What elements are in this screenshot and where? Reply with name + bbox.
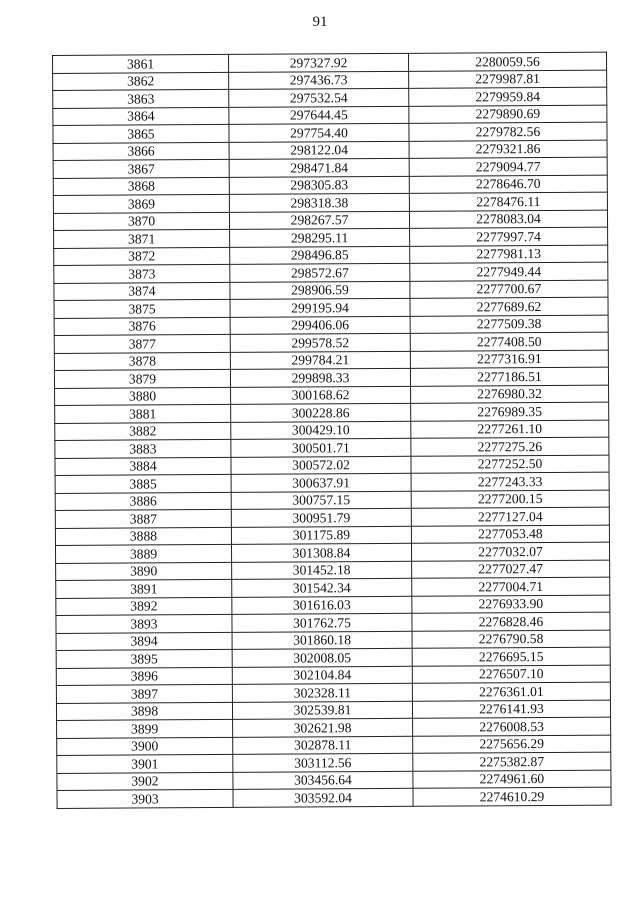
coordinates-table-body [53, 52, 612, 808]
x-coordinate-cell: 300501.71 [231, 438, 411, 457]
x-coordinate-cell: 297532.54 [229, 88, 409, 107]
x-coordinate-cell: 298122.04 [229, 141, 409, 160]
x-coordinate-cell: 297644.45 [229, 106, 409, 125]
x-coordinate-cell: 299784.21 [230, 351, 410, 370]
point-number-cell: 3889 [55, 544, 231, 563]
y-coordinate-cell: 2275656.29 [413, 735, 611, 754]
x-coordinate-cell: 299406.06 [230, 316, 410, 335]
x-coordinate-cell: 302328.11 [232, 683, 412, 702]
x-coordinate-cell: 300168.62 [231, 386, 411, 405]
y-coordinate-cell: 2277316.91 [410, 350, 608, 369]
x-coordinate-cell: 302621.98 [233, 718, 413, 737]
y-coordinate-cell: 2277275.26 [411, 437, 609, 456]
x-coordinate-cell: 301762.75 [232, 613, 412, 632]
x-coordinate-cell: 299578.52 [230, 333, 410, 352]
y-coordinate-cell: 2274961.60 [413, 770, 611, 789]
point-number-cell: 3895 [56, 649, 232, 668]
point-number-cell: 3899 [57, 719, 233, 738]
y-coordinate-cell: 2277004.71 [412, 577, 610, 596]
point-number-cell: 3901 [57, 754, 233, 773]
point-number-cell: 3880 [55, 387, 231, 406]
point-number-cell: 3881 [55, 404, 231, 423]
point-number-cell: 3884 [55, 457, 231, 476]
point-number-cell: 3879 [54, 369, 230, 388]
point-number-cell: 3893 [56, 614, 232, 633]
coordinates-table [52, 52, 612, 809]
y-coordinate-cell: 2279094.77 [409, 157, 607, 176]
y-coordinate-cell: 2274610.29 [413, 787, 611, 806]
y-coordinate-cell: 2277200.15 [411, 490, 609, 509]
point-number-cell: 3864 [53, 107, 229, 126]
y-coordinate-cell: 2277243.33 [411, 472, 609, 491]
x-coordinate-cell: 300637.91 [231, 473, 411, 492]
point-number-cell: 3875 [54, 299, 230, 318]
x-coordinate-cell: 299195.94 [230, 298, 410, 317]
x-coordinate-cell: 298305.83 [229, 176, 409, 195]
y-coordinate-cell: 2276933.90 [412, 595, 610, 614]
x-coordinate-cell: 302539.81 [232, 701, 412, 720]
point-number-cell: 3861 [53, 54, 229, 73]
x-coordinate-cell: 301452.18 [232, 561, 412, 580]
point-number-cell: 3898 [56, 702, 232, 721]
point-number-cell: 3872 [54, 247, 230, 266]
y-coordinate-cell: 2278646.70 [409, 175, 607, 194]
point-number-cell: 3874 [54, 282, 230, 301]
y-coordinate-cell: 2277186.51 [410, 367, 608, 386]
point-number-cell: 3887 [55, 509, 231, 528]
y-coordinate-cell: 2276361.01 [412, 682, 610, 701]
y-coordinate-cell: 2277053.48 [411, 525, 609, 544]
y-coordinate-cell: 2276507.10 [412, 665, 610, 684]
point-number-cell: 3876 [54, 317, 230, 336]
y-coordinate-cell: 2278476.11 [409, 192, 607, 211]
point-number-cell: 3870 [53, 212, 229, 231]
y-coordinate-cell: 2277689.62 [410, 297, 608, 316]
point-number-cell: 3902 [57, 772, 233, 791]
y-coordinate-cell: 2277127.04 [411, 507, 609, 526]
x-coordinate-cell: 298295.11 [230, 228, 410, 247]
x-coordinate-cell: 297754.40 [229, 123, 409, 142]
x-coordinate-cell: 303592.04 [233, 788, 413, 807]
x-coordinate-cell: 300757.15 [231, 491, 411, 510]
x-coordinate-cell: 297436.73 [229, 71, 409, 90]
x-coordinate-cell: 301175.89 [231, 526, 411, 545]
point-number-cell: 3903 [57, 789, 233, 808]
y-coordinate-cell: 2276141.93 [412, 700, 610, 719]
point-number-cell: 3866 [53, 142, 229, 161]
y-coordinate-cell: 2276828.46 [412, 612, 610, 631]
y-coordinate-cell: 2277509.38 [410, 315, 608, 334]
x-coordinate-cell: 300429.10 [231, 421, 411, 440]
point-number-cell: 3877 [54, 334, 230, 353]
point-number-cell: 3886 [55, 492, 231, 511]
x-coordinate-cell: 301616.03 [232, 596, 412, 615]
x-coordinate-cell: 303456.64 [233, 771, 413, 790]
y-coordinate-cell: 2277408.50 [410, 332, 608, 351]
x-coordinate-cell: 300951.79 [231, 508, 411, 527]
y-coordinate-cell: 2277981.13 [410, 245, 608, 264]
point-number-cell: 3900 [57, 737, 233, 756]
point-number-cell: 3868 [53, 177, 229, 196]
x-coordinate-cell: 298471.84 [229, 158, 409, 177]
x-coordinate-cell: 297327.92 [228, 53, 408, 72]
y-coordinate-cell: 2275382.87 [413, 752, 611, 771]
x-coordinate-cell: 298496.85 [230, 246, 410, 265]
y-coordinate-cell: 2279959.84 [409, 87, 607, 106]
point-number-cell: 3897 [56, 684, 232, 703]
point-number-cell: 3890 [56, 562, 232, 581]
y-coordinate-cell: 2279987.81 [409, 70, 607, 89]
y-coordinate-cell: 2279782.56 [409, 122, 607, 141]
y-coordinate-cell: 2277997.74 [410, 227, 608, 246]
x-coordinate-cell: 298906.59 [230, 281, 410, 300]
x-coordinate-cell: 301308.84 [231, 543, 411, 562]
point-number-cell: 3871 [54, 229, 230, 248]
y-coordinate-cell: 2277949.44 [410, 262, 608, 281]
y-coordinate-cell: 2276980.32 [411, 385, 609, 404]
x-coordinate-cell: 300572.02 [231, 456, 411, 475]
point-number-cell: 3878 [54, 352, 230, 371]
point-number-cell: 3862 [53, 72, 229, 91]
point-number-cell: 3885 [55, 474, 231, 493]
point-number-cell: 3882 [55, 422, 231, 441]
point-number-cell: 3865 [53, 124, 229, 143]
point-number-cell: 3863 [53, 89, 229, 108]
point-number-cell: 3869 [53, 194, 229, 213]
y-coordinate-cell: 2276790.58 [412, 630, 610, 649]
x-coordinate-cell: 302104.84 [232, 666, 412, 685]
y-coordinate-cell: 2277261.10 [411, 420, 609, 439]
x-coordinate-cell: 302878.11 [233, 736, 413, 755]
point-number-cell: 3888 [55, 527, 231, 546]
y-coordinate-cell: 2277252.50 [411, 455, 609, 474]
y-coordinate-cell: 2279321.86 [409, 140, 607, 159]
y-coordinate-cell: 2278083.04 [409, 210, 607, 229]
x-coordinate-cell: 298572.67 [230, 263, 410, 282]
y-coordinate-cell: 2277027.47 [412, 560, 610, 579]
y-coordinate-cell: 2280059.56 [408, 52, 606, 71]
table-row [57, 787, 611, 808]
y-coordinate-cell: 2279890.69 [409, 105, 607, 124]
point-number-cell: 3873 [54, 264, 230, 283]
point-number-cell: 3891 [56, 579, 232, 598]
x-coordinate-cell: 301542.34 [232, 578, 412, 597]
y-coordinate-cell: 2277032.07 [411, 542, 609, 561]
point-number-cell: 3894 [56, 632, 232, 651]
page-number: 91 [312, 14, 328, 30]
point-number-cell: 3867 [53, 159, 229, 178]
x-coordinate-cell: 303112.56 [233, 753, 413, 772]
y-coordinate-cell: 2276695.15 [412, 647, 610, 666]
y-coordinate-cell: 2276008.53 [413, 717, 611, 736]
x-coordinate-cell: 302008.05 [232, 648, 412, 667]
point-number-cell: 3896 [56, 667, 232, 686]
y-coordinate-cell: 2277700.67 [410, 280, 608, 299]
point-number-cell: 3892 [56, 597, 232, 616]
x-coordinate-cell: 301860.18 [232, 631, 412, 650]
x-coordinate-cell: 298318.38 [229, 193, 409, 212]
x-coordinate-cell: 300228.86 [231, 403, 411, 422]
y-coordinate-cell: 2276989.35 [411, 402, 609, 421]
point-number-cell: 3883 [55, 439, 231, 458]
x-coordinate-cell: 298267.57 [229, 211, 409, 230]
x-coordinate-cell: 299898.33 [230, 368, 410, 387]
